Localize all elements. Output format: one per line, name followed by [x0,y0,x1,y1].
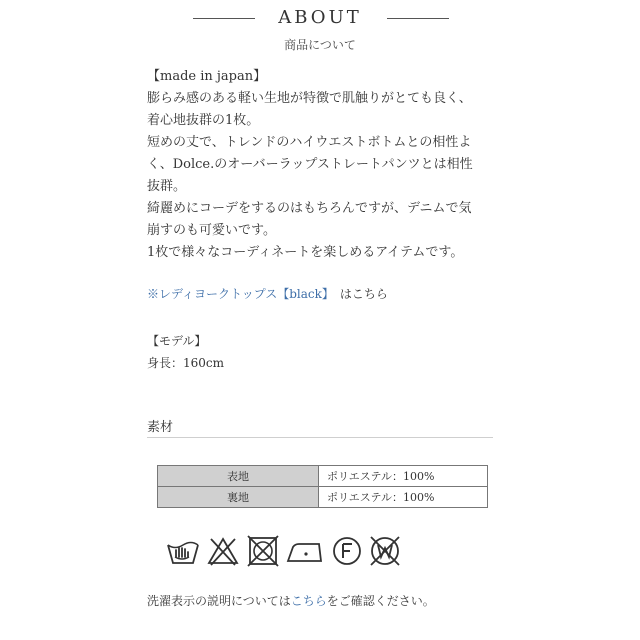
about-header [0,4,640,28]
description-line: 【made in japan】 [147,69,267,84]
material-value: ポリエステル：100% [319,487,488,508]
about-title: ABOUT [278,7,362,28]
care-note-text: 洗濯表示の説明については [147,594,291,608]
description-line: 綺麗めにコーデをするのはもちろんですが、デニムで気 [147,201,472,216]
description-line: 崩すのも可愛いです。 [147,223,276,238]
do-not-bleach-icon [207,535,239,567]
description-line: 着心地抜群の1枚。 [147,113,260,128]
material-key: 表地 [158,466,319,487]
model-heading: 【モデル】 [147,334,207,348]
description-line: く、Dolce.のオーバーラップストレートパンツとは相性 [147,157,473,172]
care-guide-link[interactable]: こちら [290,594,327,608]
related-prefix: ※ [147,287,160,301]
iron-low-icon [285,535,325,567]
header-rule-right [387,18,449,19]
material-divider [147,437,493,438]
model-height: 身長：160cm [147,356,225,370]
description-line: 膨らみ感のある軽い生地が特徴で肌触りがとても良く、 [147,91,472,106]
related-product-link[interactable]: レディヨークトップス【black】 [159,287,334,301]
description-line: 短めの丈で、トレンドのハイウエストボトムとの相性よ [147,135,472,150]
description-line: 抜群。 [147,179,187,194]
material-table [157,465,488,508]
about-subtitle: 商品について [284,38,356,52]
care-symbols [165,535,405,571]
material-key: 裏地 [158,487,319,508]
model-info [147,330,224,374]
dry-clean-f-icon [331,535,363,567]
related-product-line [147,285,388,302]
product-description [147,66,507,264]
table-row [158,487,488,508]
do-not-wet-clean-icon [369,535,401,567]
hand-wash-30-icon [165,535,201,567]
material-title: 素材 [147,420,174,435]
do-not-tumble-dry-icon [247,535,279,567]
table-row [158,466,488,487]
description-line: 1枚で様々なコーディネートを楽しめるアイテムです。 [147,245,464,260]
care-note-text-end: をご確認ください。 [326,594,435,608]
care-note [147,592,435,609]
material-value: ポリエステル：100% [319,466,488,487]
related-suffix: はこちら [339,287,388,301]
